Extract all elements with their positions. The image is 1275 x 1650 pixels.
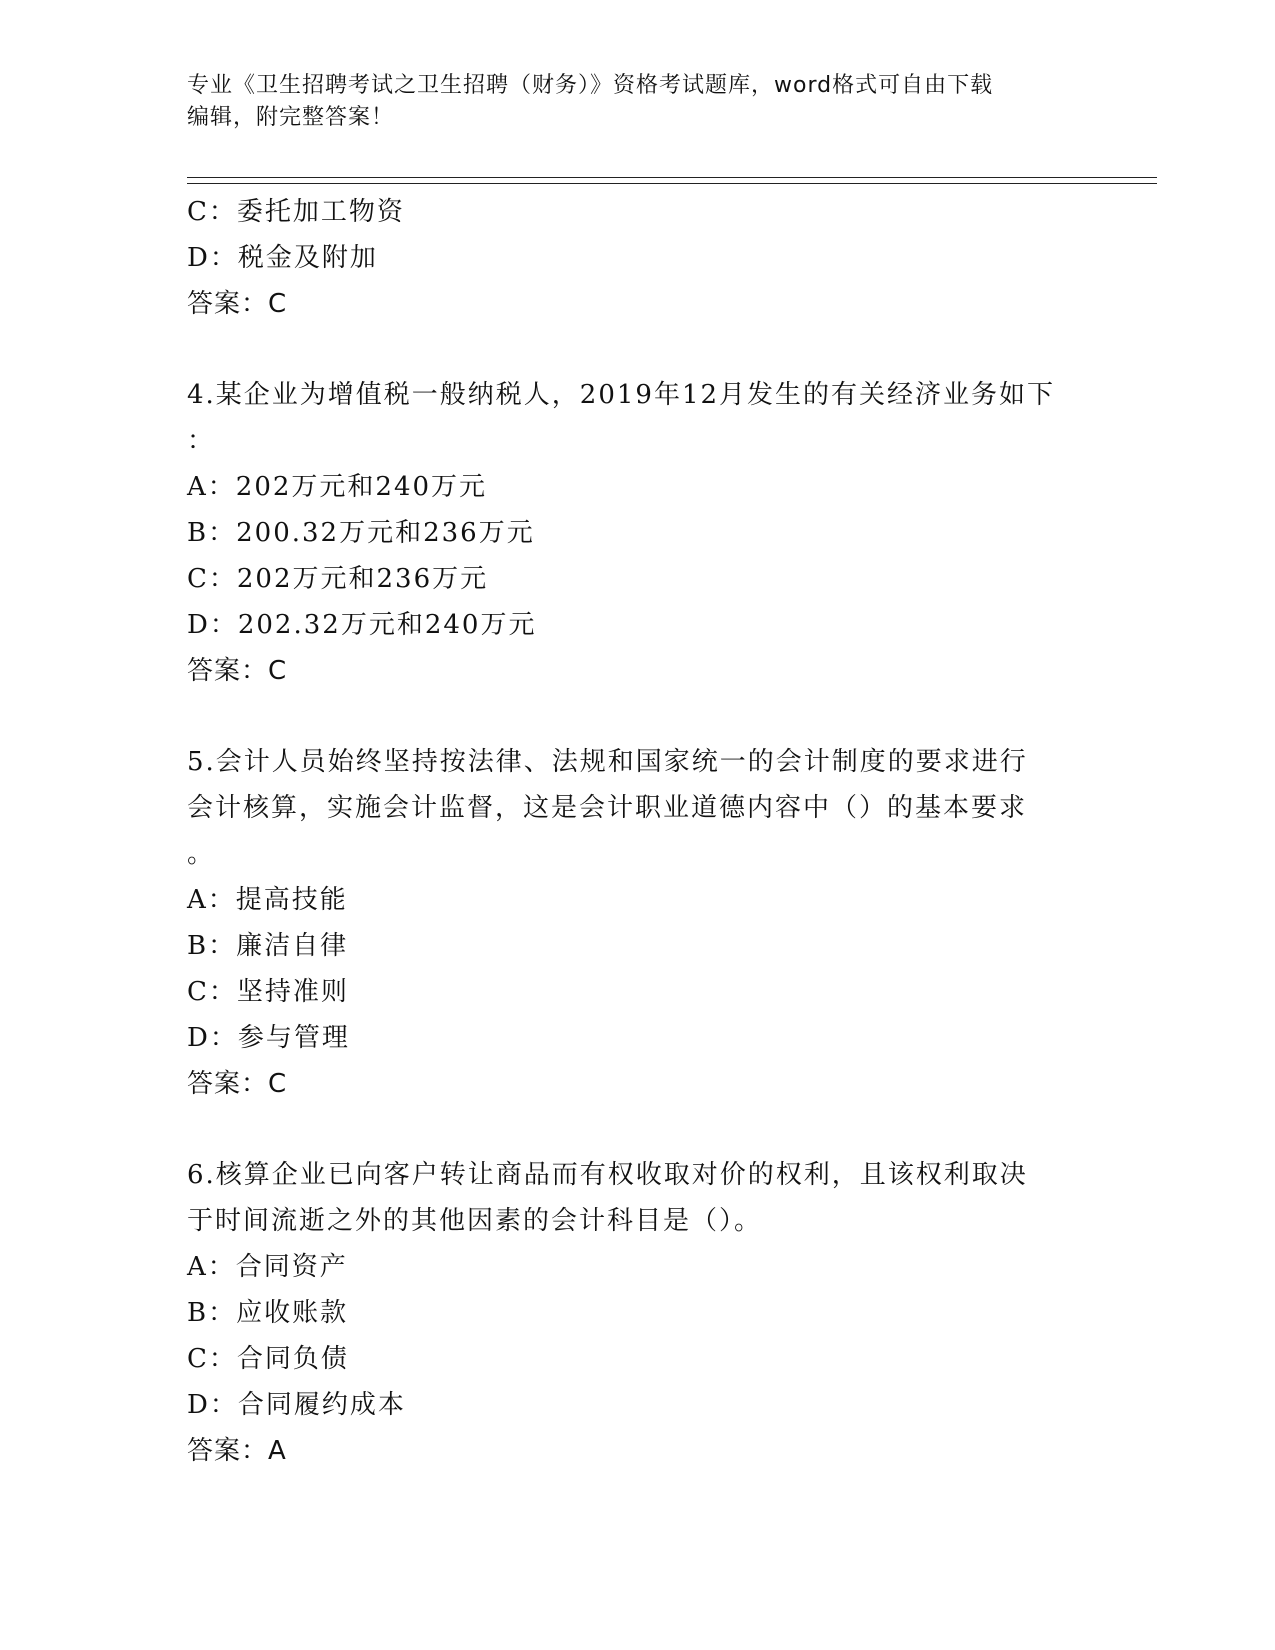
question-line: ： <box>187 426 216 456</box>
option-b: B：廉洁自律 <box>187 931 349 961</box>
question-line: 4.某企业为增值税一般纳税人，2019年12月发生的有关经济业务如下 <box>187 380 1056 410</box>
option-a: A：合同资产 <box>187 1252 348 1282</box>
question-line: 5.会计人员始终坚持按法律、法规和国家统一的会计制度的要求进行 <box>187 747 1028 777</box>
question-text <box>187 739 1087 877</box>
answer-label: 答案：C <box>187 289 288 319</box>
option-b: B：200.32万元和236万元 <box>187 518 535 548</box>
question-line: 于时间流逝之外的其他因素的会计科目是（）。 <box>187 1206 763 1236</box>
question-line: 。 <box>187 839 216 869</box>
answer-label: 答案：C <box>187 656 288 686</box>
option-c: C：坚持准则 <box>187 977 349 1007</box>
question-text <box>187 372 1087 464</box>
option-d: D：202.32万元和240万元 <box>187 610 537 640</box>
option-d: D：合同履约成本 <box>187 1390 406 1420</box>
option-d: D：税金及附加 <box>187 243 378 273</box>
question-line: 6.核算企业已向客户转让商品而有权收取对价的权利，且该权利取决 <box>187 1160 1028 1190</box>
option-c: C：合同负债 <box>187 1344 349 1374</box>
spacer <box>187 327 1087 372</box>
header-divider <box>187 177 1157 184</box>
option-c: C：委托加工物资 <box>187 197 405 227</box>
question-list <box>187 189 1087 1474</box>
question-block-6 <box>187 1152 1087 1474</box>
answer-label: 答案：C <box>187 1069 288 1099</box>
option-c: C：202万元和236万元 <box>187 564 489 594</box>
page-header <box>187 70 1077 134</box>
answer-label: 答案：A <box>187 1436 287 1466</box>
question-line: 会计核算，实施会计监督，这是会计职业道德内容中（）的基本要求 <box>187 793 1028 823</box>
option-a: A：提高技能 <box>187 885 348 915</box>
option-b: B：应收账款 <box>187 1298 349 1328</box>
option-a: A：202万元和240万元 <box>187 472 488 502</box>
question-block-5 <box>187 739 1087 1107</box>
spacer <box>187 1107 1087 1152</box>
question-text <box>187 1152 1087 1244</box>
option-d: D：参与管理 <box>187 1023 350 1053</box>
question-block-4 <box>187 372 1087 694</box>
header-line-1: 专业《卫生招聘考试之卫生招聘（财务）》资格考试题库，word格式可自由下载 <box>187 73 994 98</box>
header-line-2: 编辑，附完整答案！ <box>187 105 395 130</box>
prev-question-block <box>187 189 1087 327</box>
spacer <box>187 694 1087 739</box>
